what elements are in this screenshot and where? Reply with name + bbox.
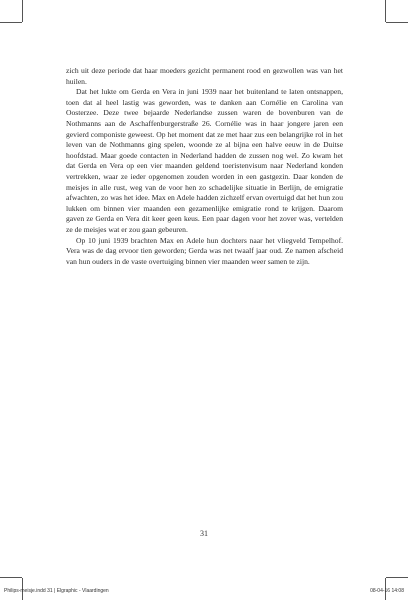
paragraph: Dat het lukte om Gerda en Vera in juni 1939 naar het buitenland te laten ontsnappen, toen dat al heel lastig was geworden, was te danken aan Cornélie en Carolina van Oosterzee. Deze twee bejaarde Nederlandse zussen waren de bovenburen van de Nothmanns aan de Aschaffenburgerstraße 26. Cornélie was in haar jongere jaren een gevierd componiste geweest. Op het moment dat ze met haar zus een belangrijke rol in het leven van de Nothmanns ging spelen, woonde ze al bijna een halve eeuw in de Duitse hoofdstad. Maar goede contacten in Nederland hadden de zussen nog wel. Zo kwam het dat Gerda en Vera op een vier maanden geldend toeristenvisum naar Nederland konden vertrekken, waar ze ieder opgenomen zouden worden in een gastgezin. Daar konden de meisjes in alle rust, weg van de voor hen zo schadelijke situatie in Berlijn, de emigratie afwachten, zo was het idee. Max en Adele hadden zichzelf ervan overtuigd dat het hun zou lukken om binnen vier maanden een gezamenlijke emigratie rond te krijgen. Daarom gaven ze Gerda en Vera dit keer geen keus. Een paar dagen voor het zover was, vertelden ze de meisjes wat er zou gaan gebeuren. — [66, 87, 343, 234]
crop-mark — [0, 577, 22, 578]
print-slug-right: 08-04-16 14:08 — [370, 588, 404, 594]
body-text — [66, 66, 343, 267]
crop-mark — [386, 577, 408, 578]
page-number: 31 — [200, 529, 208, 538]
paragraph: Op 10 juni 1939 brachten Max en Adele hun dochters naar het vliegveld Tempelhof. Vera was de dag ervoor tien geworden; Gerda was net twaalf jaar oud. Ze namen afscheid van hun ouders in de vaste overtuiging binnen vier maanden weer samen te zijn. — [66, 235, 343, 266]
crop-mark — [385, 0, 386, 22]
crop-mark — [0, 22, 22, 23]
print-slug-left: Philips-meisje.indd 31 | Elgraphic - Vlaardingen — [4, 588, 109, 594]
crop-mark — [22, 0, 23, 22]
crop-mark — [386, 22, 408, 23]
paragraph: zich uit deze periode dat haar moeders gezicht permanent rood en gezwollen was van het huilen. — [66, 66, 343, 86]
